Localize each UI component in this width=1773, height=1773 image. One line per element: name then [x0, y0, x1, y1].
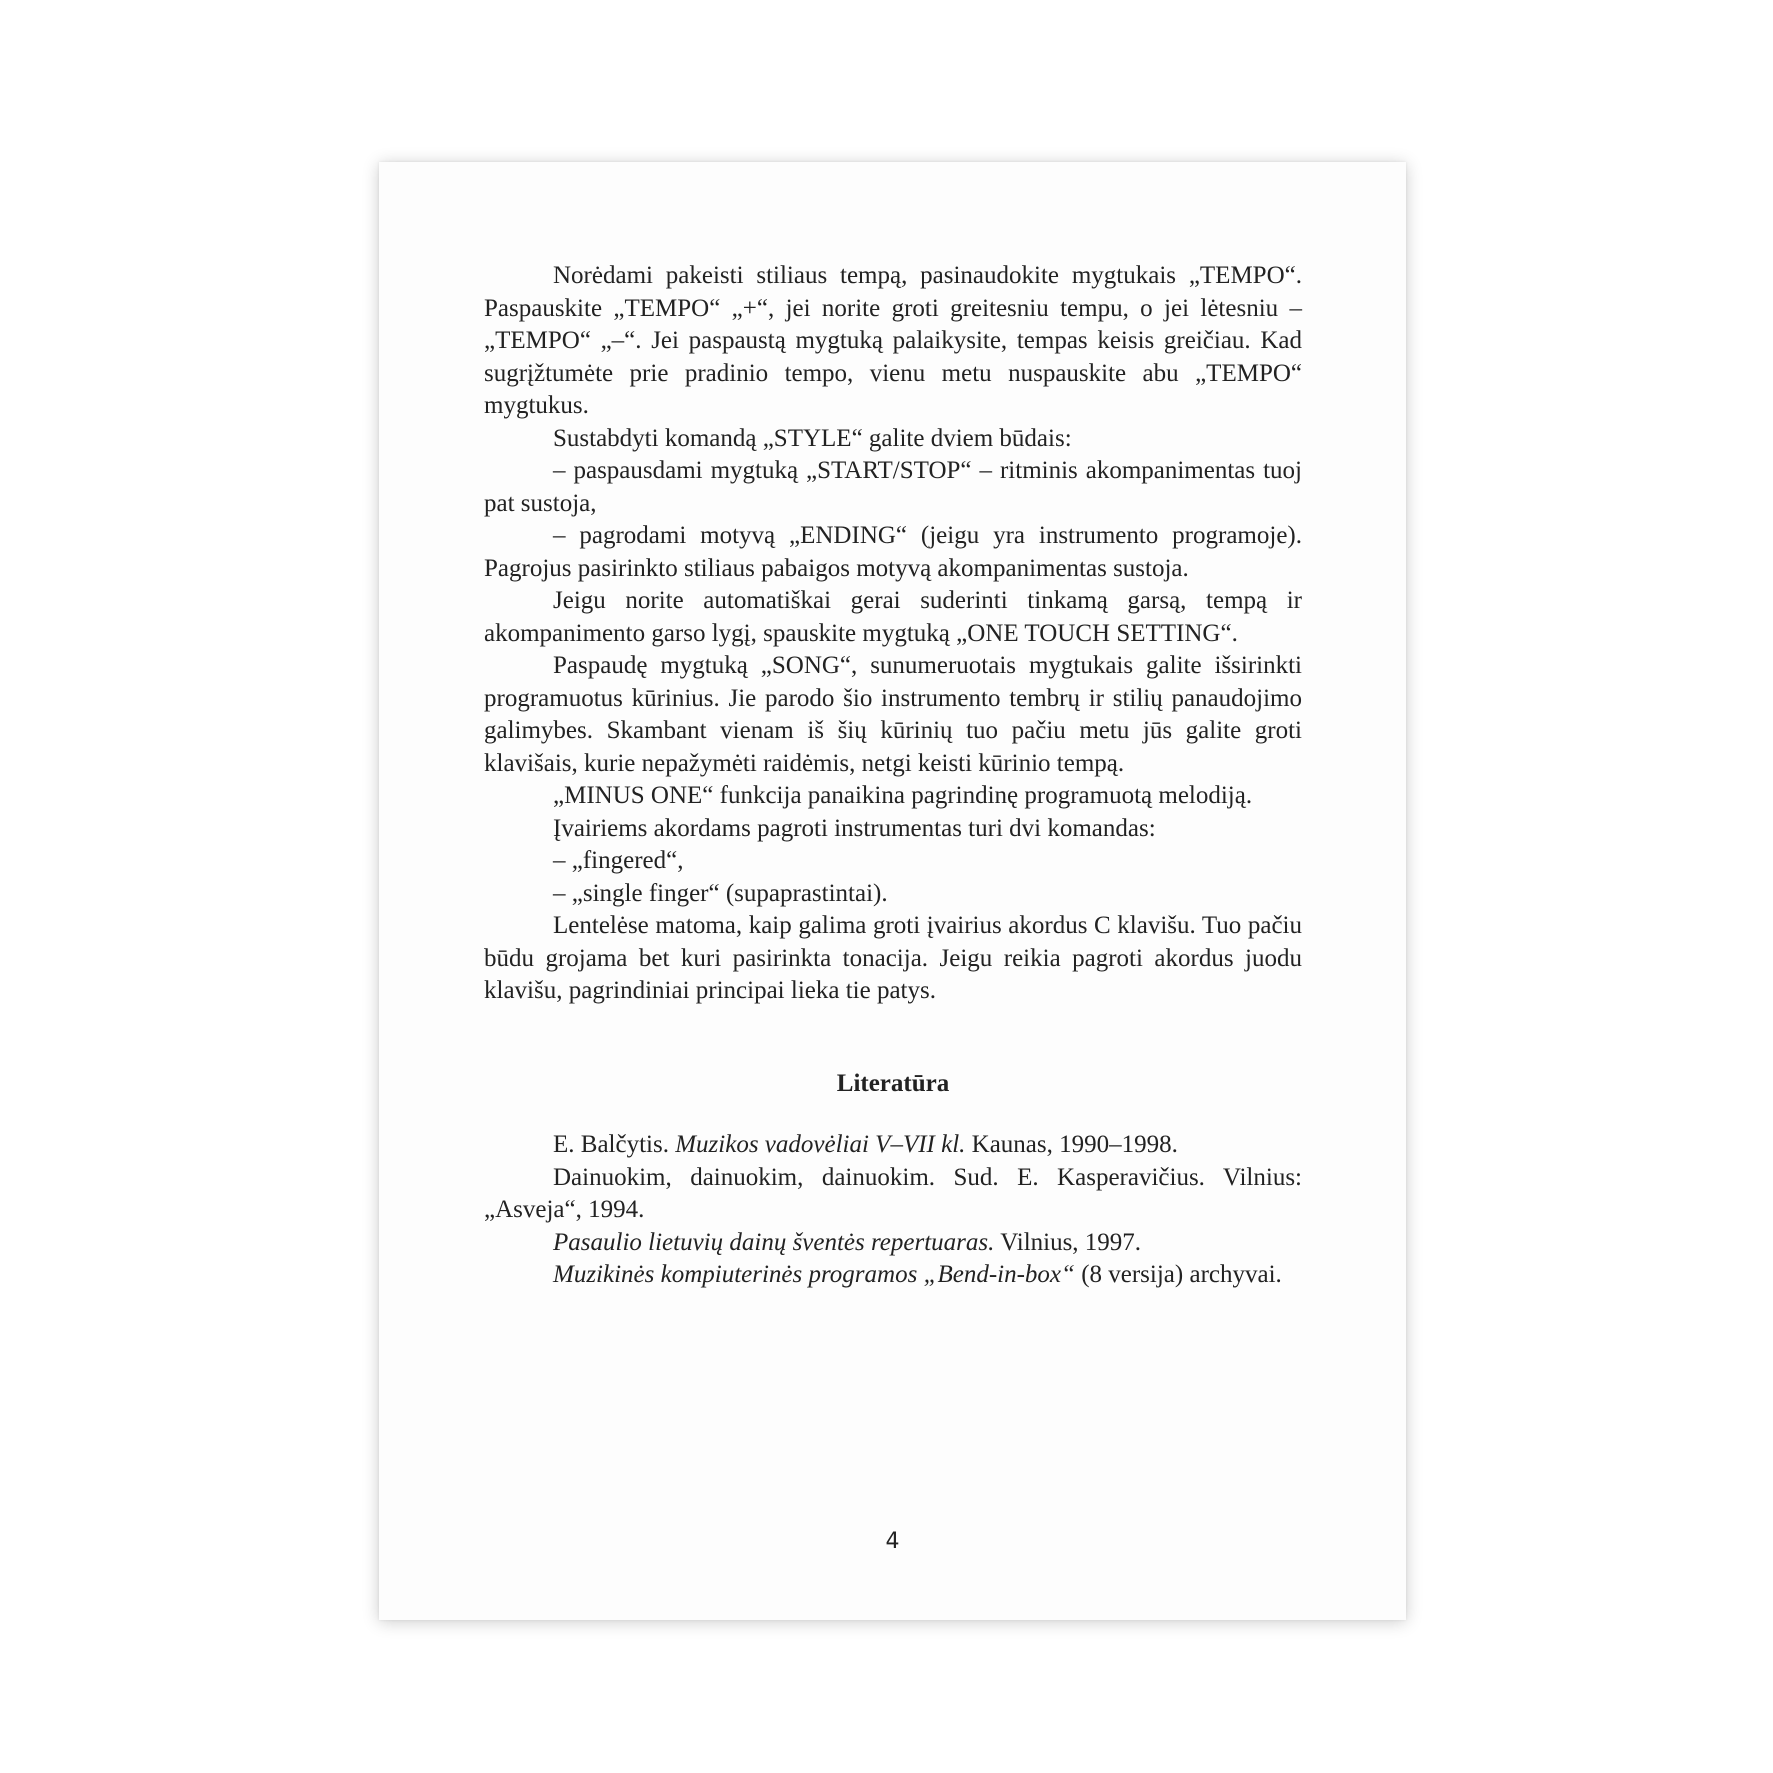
ref-text: Dainuokim, dainuokim, dainuokim. Sud. E. Kasperavičius. Vilnius: „Asveja“, 1994.: [484, 1163, 1302, 1223]
literature-item: [484, 1227, 1302, 1260]
ref-title: Pasaulio lietuvių dainų šventės repertuaras.: [553, 1228, 995, 1256]
ref-text: E. Balčytis.: [553, 1131, 676, 1158]
document-page: [379, 162, 1406, 1620]
body-paragraph: Įvairiems akordams pagroti instrumentas turi dvi komandas:: [553, 814, 1156, 842]
body-paragraph: – „single finger“ (supaprastintai).: [553, 879, 888, 907]
page-number: 4: [885, 1529, 900, 1554]
body-paragraph: – paspausdami mygtuką „START/STOP“ – ritminis akompanimentas tuoj pat sustoja,: [484, 457, 1302, 517]
ref-text: (8 versija) archyvai.: [1074, 1261, 1282, 1288]
body-paragraph: Paspaudę mygtuką „SONG“, sunumeruotais mygtukais galite išsirinkti programuotus kūrinius. Jie parodo šio instrumento tembrų ir stilių panaudojimo galimybes. Skambant vienam iš šių kūrinių tuo pačiu metu jūs galite groti klavišais, kurie nepažymėti raidėmis, netgi keisti kūrinio tempą.: [484, 652, 1302, 777]
body-paragraph: Norėdami pakeisti stiliaus tempą, pasinaudokite mygtukais „TEMPO“. Paspauskite „TEMPO“ „+“, jei norite groti greitesniu tempu, o jei lėtesniu – „TEMPO“ „–“. Jei paspaustą mygtuką palaikysite, tempas keisis greičiau. Kad sugrįžtumėte prie pradinio tempo, vienu metu nuspauskite abu „TEMPO“ mygtukus.: [484, 262, 1302, 419]
page-content: [484, 260, 1302, 1292]
body-paragraph: Jeigu norite automatiškai gerai suderinti tinkamą garsą, tempą ir akompanimento garso lygį, spauskite mygtuką „ONE TOUCH SETTING“.: [484, 587, 1302, 647]
literature-list: [484, 1129, 1302, 1292]
literature-item: [484, 1162, 1302, 1227]
literature-item: [484, 1259, 1302, 1292]
body-paragraph: „MINUS ONE“ funkcija panaikina pagrindinę programuotą melodiją.: [553, 782, 1253, 809]
ref-title: Muzikinės kompiuterinės programos „Bend-in-box“: [553, 1261, 1075, 1288]
body-paragraph: – pagrodami motyvą „ENDING“ (jeigu yra instrumento programoje). Pagrojus pasirinkto stiliaus pabaigos motyvą akompanimentas sustoja.: [484, 522, 1302, 582]
ref-text: Kaunas, 1990–1998.: [965, 1131, 1178, 1158]
literature-heading: Literatūra: [836, 1069, 950, 1097]
literature-item: [484, 1129, 1302, 1162]
body-paragraph: Lentelėse matoma, kaip galima groti įvairius akordus C klavišu. Tuo pačiu būdu grojama bet kuri pasirinkta tonacija. Jeigu reikia pagroti akordus juodu klavišu, pagrindiniai principai lieka tie patys.: [484, 912, 1302, 1004]
ref-title: Muzikos vadovėliai V–VII kl.: [675, 1131, 966, 1158]
body-paragraph: Sustabdyti komandą „STYLE“ galite dviem būdais:: [553, 424, 1072, 452]
ref-text: Vilnius, 1997.: [994, 1228, 1142, 1256]
body-paragraph: – „fingered“,: [553, 847, 684, 874]
